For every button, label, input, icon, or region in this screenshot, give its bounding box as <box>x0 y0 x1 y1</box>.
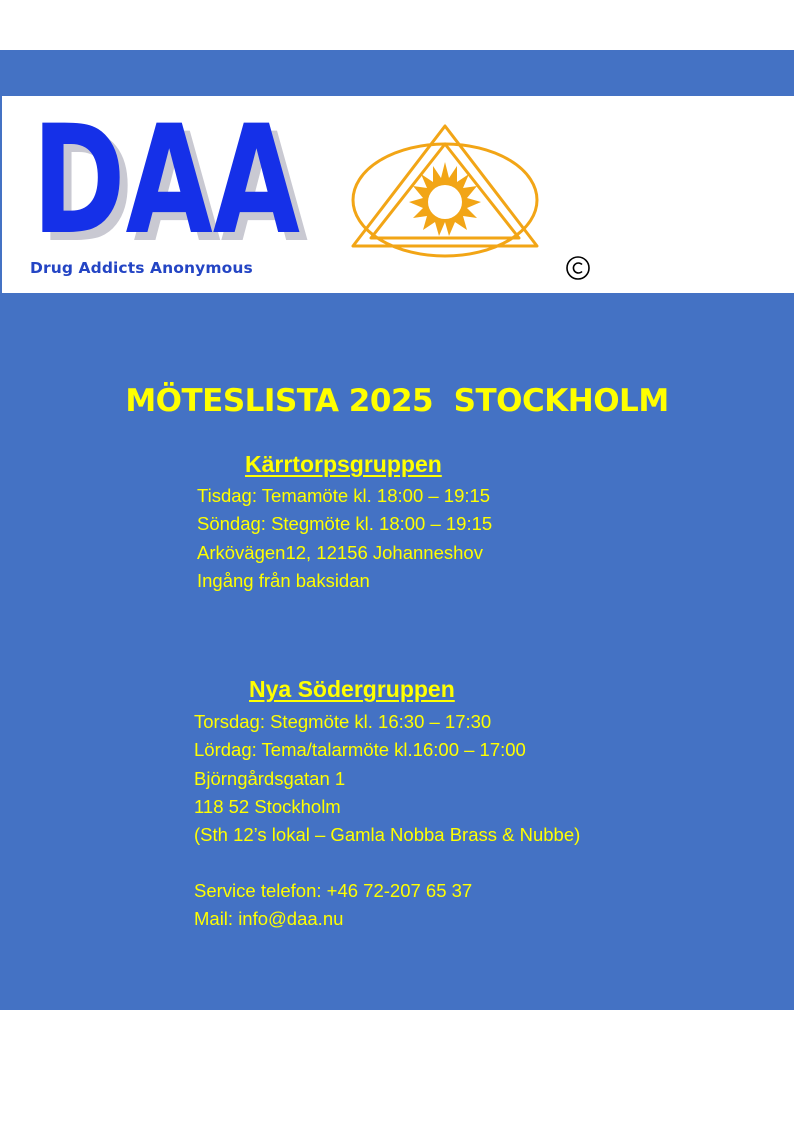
copyright-icon <box>565 255 591 281</box>
daa-logo <box>30 118 320 258</box>
group-heading-karrtorp: Kärrtorpsgruppen <box>245 451 442 477</box>
info-line: Björngårdsgatan 1 <box>194 767 346 789</box>
info-line: (Sth 12’s lokal – Gamla Nobba Brass & Nubbe) <box>194 824 581 846</box>
group-heading-nya-soder: Nya Södergruppen <box>249 676 455 702</box>
info-line: Ingång från baksidan <box>197 569 370 591</box>
info-line: 118 52 Stockholm <box>194 795 341 817</box>
daa-logo-text: DAA <box>32 118 300 258</box>
page-title: MÖTESLISTA 2025 STOCKHOLM <box>125 383 669 419</box>
info-line: Tisdag: Temamöte kl. 18:00 – 19:15 <box>197 485 491 506</box>
info-line: Lördag: Tema/talarmöte kl.16:00 – 17:00 <box>194 739 526 761</box>
sun-triangle-emblem-icon <box>345 122 545 262</box>
service-phone: Service telefon: +46 72-207 65 37 <box>194 880 473 901</box>
group-info-nya-soder <box>194 708 580 849</box>
info-line: Söndag: Stegmöte kl. 18:00 – 19:15 <box>197 513 493 535</box>
info-line: Arkövägen12, 12156 Johanneshov <box>197 541 483 563</box>
service-mail: Mail: info@daa.nu <box>194 908 344 930</box>
logo-subtitle: Drug Addicts Anonymous <box>30 259 253 277</box>
info-line: Torsdag: Stegmöte kl. 16:30 – 17:30 <box>194 711 492 732</box>
contact-block <box>194 877 472 934</box>
daa-logo-shadow: DAA <box>40 118 308 258</box>
group-info-karrtorp <box>197 482 492 595</box>
